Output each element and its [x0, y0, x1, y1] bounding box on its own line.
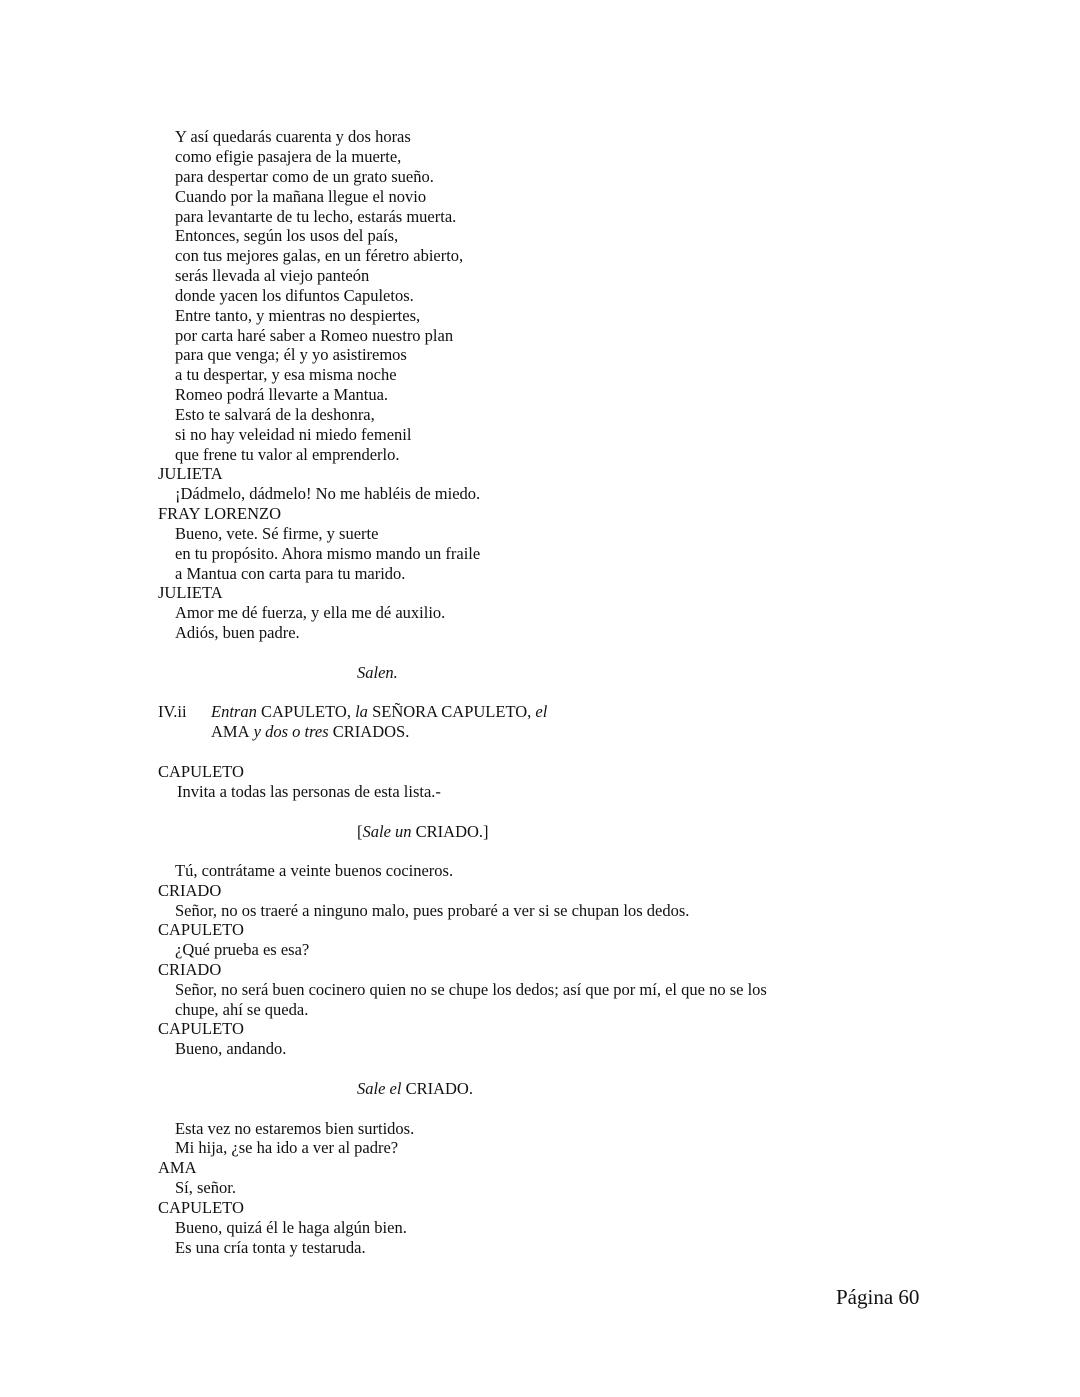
verse-line: Invita a todas las personas de esta lista.-: [177, 782, 441, 801]
verse-line: Romeo podrá llevarte a Mantua.: [175, 385, 389, 404]
stage-direction-text: CRIADO.: [401, 1079, 473, 1098]
verse-line: con tus mejores galas, en un féretro abierto,: [175, 246, 464, 265]
verse-line: Cuando por la mañana llegue el novio: [175, 187, 427, 206]
speaker-name: CAPULETO: [158, 762, 244, 781]
stage-direction-text: AMA: [211, 722, 250, 741]
stage-direction-text: CRIADOS.: [328, 722, 410, 741]
stage-direction-text: CAPULETO,: [256, 702, 356, 721]
stage-direction-text: CRIADO.]: [411, 822, 489, 841]
verse-line: para que venga; él y yo asistiremos: [175, 345, 407, 364]
verse-line: Esta vez no estaremos bien surtidos.: [175, 1119, 415, 1138]
verse-line: para despertar como de un grato sueño.: [175, 167, 434, 186]
stage-direction-text: SEÑORA CAPULETO,: [367, 702, 536, 721]
speaker-name: CAPULETO: [158, 1198, 244, 1217]
speaker-name: CAPULETO: [158, 920, 244, 939]
stage-direction-italic: Entran: [211, 702, 257, 721]
speaker-name: CRIADO: [158, 960, 222, 979]
speaker-name: FRAY LORENZO: [158, 504, 282, 523]
verse-line: Bueno, andando.: [175, 1039, 287, 1058]
verse-line: Bueno, vete. Sé firme, y suerte: [175, 524, 379, 543]
verse-line: Es una cría tonta y testaruda.: [175, 1238, 366, 1257]
verse-line: Adiós, buen padre.: [175, 623, 300, 642]
stage-direction: [357, 1079, 473, 1099]
prose-line: chupe, ahí se queda.: [175, 1000, 309, 1019]
stage-direction-italic: y dos o tres: [249, 722, 329, 741]
speaker-name: AMA: [158, 1158, 197, 1177]
verse-line: serás llevada al viejo panteón: [175, 266, 370, 285]
verse-line: ¡Dádmelo, dádmelo! No me habléis de miedo.: [175, 484, 481, 503]
verse-line: Esto te salvará de la deshonra,: [175, 405, 375, 424]
prose-line: Señor, no será buen cocinero quien no se chupe los dedos; así que por mí, el que no se los: [175, 980, 767, 999]
verse-line: Entre tanto, y mientras no despiertes,: [175, 306, 421, 325]
scene-direction-line-1: [211, 702, 547, 722]
verse-line: Y así quedarás cuarenta y dos horas: [175, 127, 411, 146]
verse-line: Tú, contrátame a veinte buenos cocineros.: [175, 861, 454, 880]
stage-direction: [357, 822, 489, 842]
verse-line: Sí, señor.: [175, 1178, 236, 1197]
verse-line: para levantarte de tu lecho, estarás muerta.: [175, 207, 457, 226]
speaker-name: CAPULETO: [158, 1019, 244, 1038]
scene-number: IV.ii: [158, 702, 187, 721]
verse-line: que frene tu valor al emprenderlo.: [175, 445, 400, 464]
verse-line: ¿Qué prueba es esa?: [175, 940, 310, 959]
verse-line: por carta haré saber a Romeo nuestro plan: [175, 326, 454, 345]
stage-direction-italic: Sale el: [357, 1079, 402, 1098]
prose-line: Señor, no os traeré a ninguno malo, pues probaré a ver si se chupan los dedos.: [175, 901, 690, 920]
scene-direction-line-2: [211, 722, 409, 742]
stage-direction: Salen.: [357, 663, 398, 682]
stage-direction-italic: Sale un: [362, 822, 412, 841]
bracket: [: [357, 822, 363, 841]
speaker-name: JULIETA: [158, 583, 223, 602]
page-number: Página 60: [836, 1285, 920, 1309]
verse-line: Bueno, quizá él le haga algún bien.: [175, 1218, 407, 1237]
verse-line: como efigie pasajera de la muerte,: [175, 147, 402, 166]
speaker-name: CRIADO: [158, 881, 222, 900]
verse-line: en tu propósito. Ahora mismo mando un fraile: [175, 544, 481, 563]
verse-line: Mi hija, ¿se ha ido a ver al padre?: [175, 1138, 399, 1157]
verse-line: a Mantua con carta para tu marido.: [175, 564, 406, 583]
stage-direction-italic: la: [355, 702, 368, 721]
verse-line: si no hay veleidad ni miedo femenil: [175, 425, 412, 444]
verse-line: Entonces, según los usos del país,: [175, 226, 399, 245]
stage-direction-italic: el: [535, 702, 548, 721]
verse-line: a tu despertar, y esa misma noche: [175, 365, 397, 384]
speaker-name: JULIETA: [158, 464, 223, 483]
verse-line: donde yacen los difuntos Capuletos.: [175, 286, 414, 305]
verse-line: Amor me dé fuerza, y ella me dé auxilio.: [175, 603, 446, 622]
